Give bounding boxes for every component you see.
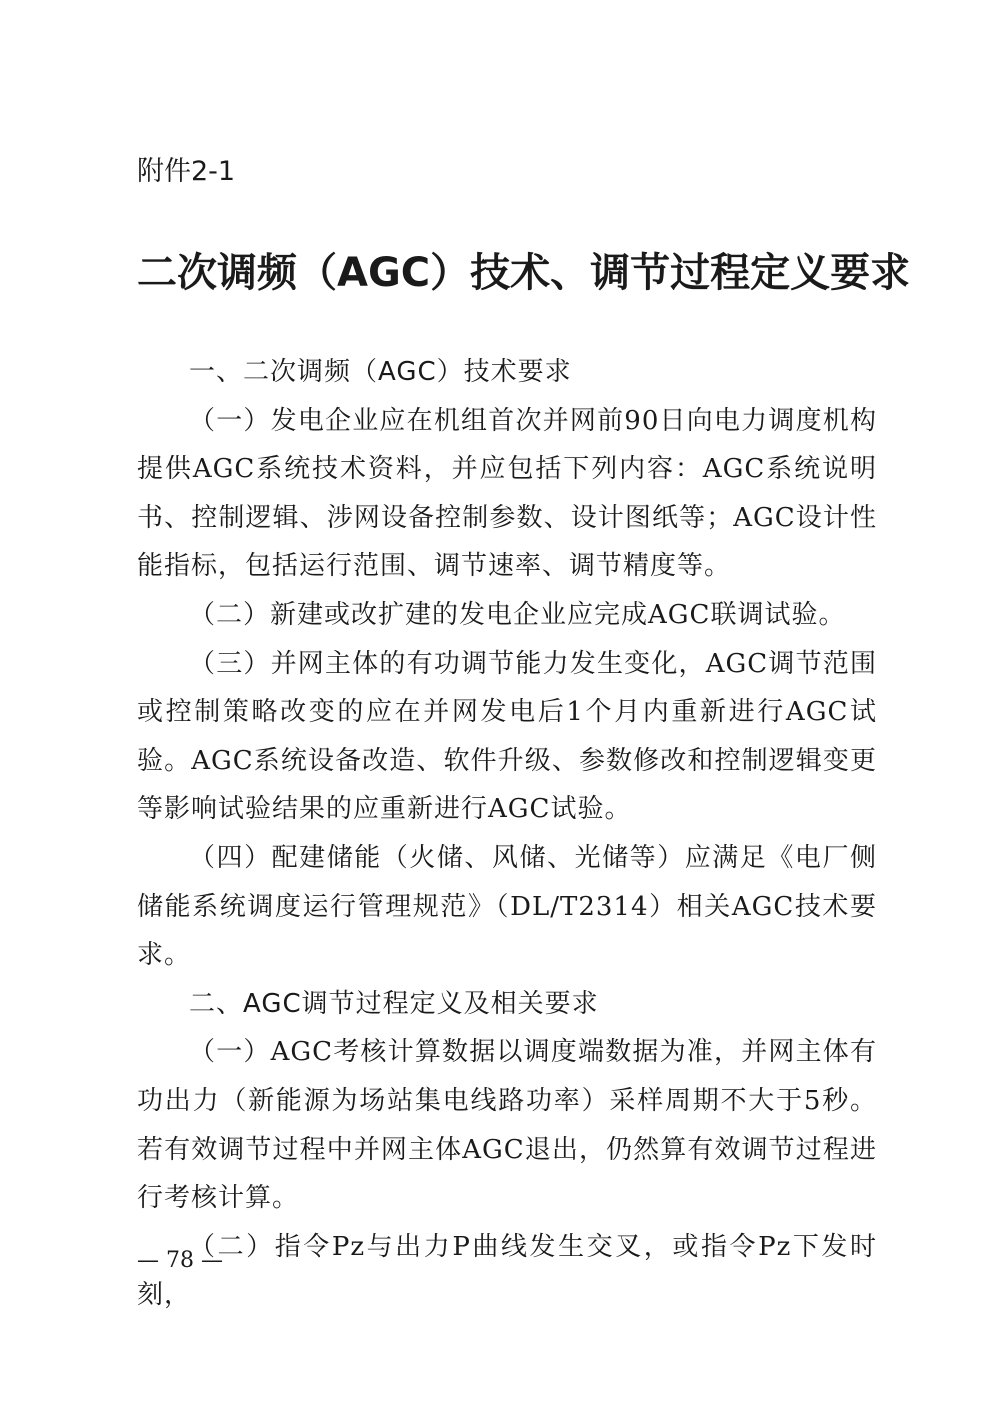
paragraph-2-1: （一）AGC考核计算数据以调度端数据为准，并网主体有功出力（新能源为场站集电线路功率）采样周期不大于5秒。若有效调节过程中并网主体AGC退出，仍然算有效调节过程进行考核计算。: [137, 1037, 877, 1214]
attachment-label: 附件2-1: [137, 156, 236, 187]
paragraph-1-3: （三）并网主体的有功调节能力发生变化，AGC调节范围或控制策略改变的应在并网发电后1个月内重新进行AGC试验。AGC系统设备改造、软件升级、参数修改和控制逻辑变更等影响试验结果的应重新进行AGC试验。: [137, 648, 877, 825]
paragraph-1-2: （二）新建或改扩建的发电企业应完成AGC联调试验。: [189, 599, 846, 630]
section-heading-2: 二、AGC调节过程定义及相关要求: [189, 988, 599, 1019]
paragraph-1-4: （四）配建储能（火储、风储、光储等）应满足《电厂侧储能系统调度运行管理规范》（DL/T2314）相关AGC技术要求。: [137, 842, 877, 971]
page-number: — 78 —: [137, 1248, 223, 1273]
body-text: [137, 348, 877, 1320]
page-title: 二次调频（AGC）技术、调节过程定义要求: [137, 250, 911, 296]
paragraph-1-1: （一）发电企业应在机组首次并网前90日向电力调度机构提供AGC系统技术资料，并应包括下列内容：AGC系统说明书、控制逻辑、涉网设备控制参数、设计图纸等；AGC设计性能指标，包括运行范围、调节速率、调节精度等。: [137, 405, 877, 582]
paragraph-2-2: （二）指令Pz与出力P曲线发生交叉，或指令Pz下发时刻，: [137, 1231, 877, 1311]
section-heading-1: 一、二次调频（AGC）技术要求: [189, 357, 572, 387]
